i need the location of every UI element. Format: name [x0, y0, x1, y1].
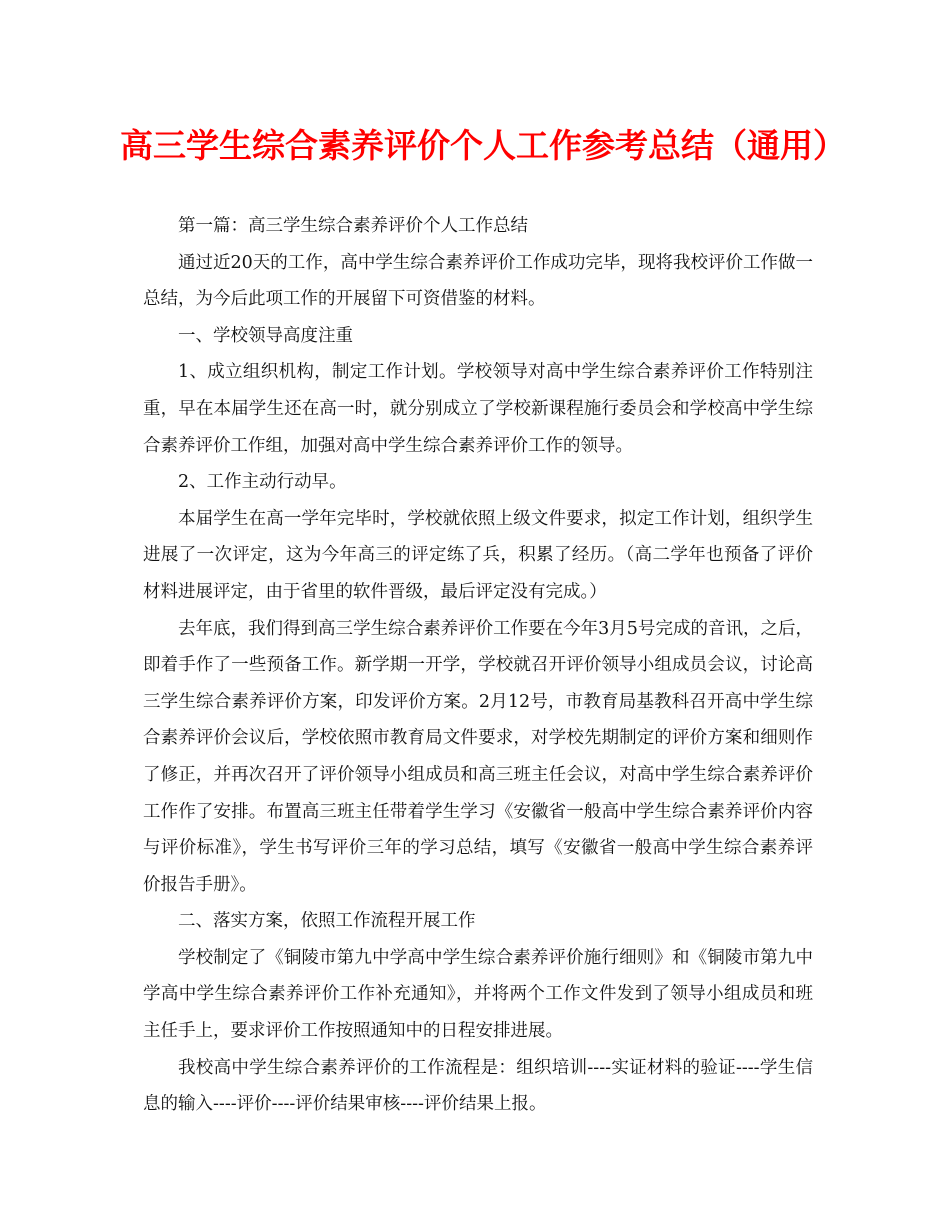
- document-title: 高三学生综合素养评价个人工作参考总结（通用）: [120, 126, 846, 165]
- paragraph: 通过近20天的工作，高中学生综合素养评价工作成功完毕，现将我校评价工作做一总结，为今后此项工作的开展留下可资借鉴的材料。: [143, 252, 813, 310]
- paragraph: 2、工作主动行动早。: [178, 472, 347, 493]
- paragraph: 本届学生在高一学年完毕时，学校就依照上级文件要求，拟定工作计划，组织学生进展了一次评定，这为今年高三的评定练了兵，积累了经历。（高二学年也预备了评价材料进展评定，由于省里的软件晋级，最后评定没有完成。）: [143, 508, 813, 602]
- paragraph: 我校高中学生综合素养评价的工作流程是：组织培训----实证材料的验证----学生信息的输入----评价----评价结果审核----评价结果上报。: [143, 1057, 813, 1115]
- section-heading: 第一篇：高三学生综合素养评价个人工作总结: [178, 216, 528, 236]
- paragraph: 学校制定了《铜陵市第九中学高中学生综合素养评价施行细则》和《铜陵市第九中学高中学生综合素养评价工作补充通知》，并将两个工作文件发到了领导小组成员和班主任手上，要求评价工作按照通知中的日程安排进展。: [143, 947, 813, 1042]
- document-body: [143, 208, 813, 1123]
- section-heading: 一、学校领导高度注重: [178, 325, 353, 346]
- paragraph: 去年底，我们得到高三学生综合素养评价工作要在今年3月5号完成的音讯，之后，即着手作了一些预备工作。新学期一开学，学校就召开评价领导小组成员会议，讨论高三学生综合素养评价方案，印发评价方案。2月12号，市教育局基教科召开高中学生综合素养评价会议后，学校依照市教育局文件要求，对学校先期制定的评价方案和细则作了修正，并再次召开了评价领导小组成员和高三班主任会议，对高中学生综合素养评价工作作了安排。布置高三班主任带着学生学习《安徽省一般高中学生综合素养评价内容与评价标准》，学生书写评价三年的学习总结，填写《安徽省一般高中学生综合素养评价报告手册》。: [143, 618, 813, 895]
- paragraph: 1、成立组织机构，制定工作计划。学校领导对高中学生综合素养评价工作特别注重，早在本届学生还在高一时，就分别成立了学校新课程施行委员会和学校高中学生综合素养评价工作组，加强对高中学生综合素养评价工作的领导。: [143, 362, 813, 456]
- section-heading: 二、落实方案，依照工作流程开展工作: [178, 911, 476, 932]
